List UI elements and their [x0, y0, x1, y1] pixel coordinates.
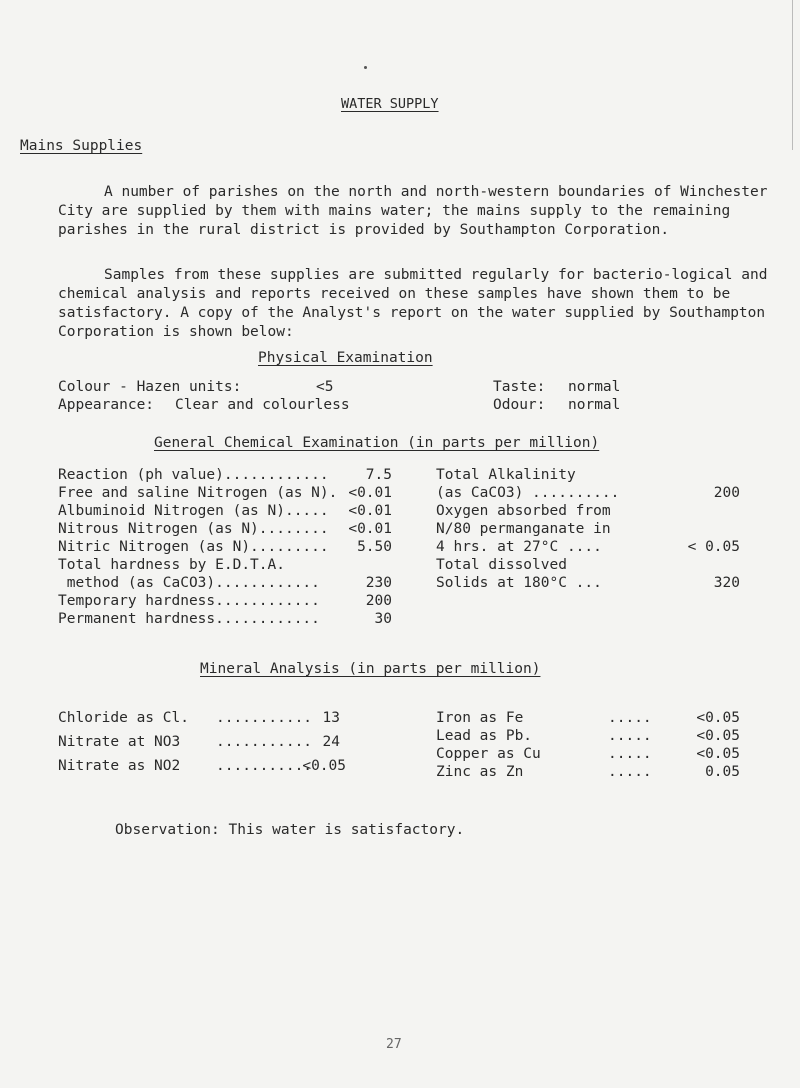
solids-label-1: Total dissolved	[436, 557, 567, 573]
chem-value: 7.5	[365, 467, 392, 483]
mineral-label: Chloride as Cl.	[58, 710, 189, 726]
colour-label: Colour - Hazen units:	[58, 379, 242, 395]
chem-label: Nitric Nitrogen (as N).........	[58, 539, 329, 555]
chem-value: 30	[374, 611, 392, 627]
solids-label-2: Solids at 180°C ...	[436, 575, 602, 591]
chem-label: method (as CaCO3)............	[58, 575, 320, 591]
taste-value: normal	[568, 379, 621, 395]
oxygen-label-3: 4 hrs. at 27°C ....	[436, 539, 602, 555]
chem-value: 5.50	[357, 539, 392, 555]
mineral-dots: ...........	[216, 710, 313, 726]
page-title: WATER SUPPLY	[341, 96, 439, 112]
taste-label: Taste:	[493, 379, 546, 395]
mineral-label: Copper as Cu	[436, 746, 541, 762]
mineral-heading: Mineral Analysis (in parts per million)	[200, 661, 541, 677]
chem-label: Reaction (ph value)............	[58, 467, 329, 483]
chem-value: 230	[365, 575, 392, 591]
mineral-label: Zinc as Zn	[436, 764, 524, 780]
paragraph-2: Samples from these supplies are submitted regularly for bacterio-logical and chemical analysis and reports received on these samples have shown them to be satisfactory. A copy of the Analyst's report on the water supplied by Southampton Corporation is shown below:	[58, 267, 768, 340]
chem-label: Temporary hardness............	[58, 593, 320, 609]
chem-label: Free and saline Nitrogen (as N).	[58, 485, 338, 501]
scan-edge-line	[792, 0, 793, 150]
odour-label: Odour:	[493, 397, 546, 413]
oxygen-label-2: N/80 permanganate in	[436, 521, 611, 537]
mineral-value: 13	[322, 710, 340, 726]
section-heading: Mains Supplies	[20, 138, 143, 154]
chem-row	[58, 557, 285, 574]
chem-row	[58, 467, 329, 484]
appearance-value: Clear and colourless	[175, 397, 350, 413]
chem-label: Albuminoid Nitrogen (as N).....	[58, 503, 329, 519]
chem-value: <0.01	[348, 485, 392, 501]
chem-value: <0.01	[348, 503, 392, 519]
alkalinity-label: Total Alkalinity	[436, 467, 576, 483]
chem-label: Permanent hardness............	[58, 611, 320, 627]
mineral-dots: ...........	[216, 758, 313, 774]
chem-row	[58, 485, 337, 502]
mineral-value: <0.05	[302, 758, 346, 774]
mineral-label: Lead as Pb.	[436, 728, 533, 744]
mineral-value: <0.05	[696, 728, 740, 744]
mineral-dots: .....	[608, 710, 652, 726]
mineral-dots: .....	[608, 746, 652, 762]
chem-row	[58, 611, 320, 628]
mineral-dots: .....	[608, 764, 652, 780]
physical-heading: Physical Examination	[258, 350, 433, 366]
chem-row	[58, 539, 329, 556]
oxygen-value: < 0.05	[687, 539, 740, 555]
mineral-dots: .....	[608, 728, 652, 744]
mineral-label: Nitrate at NO3	[58, 734, 181, 750]
mineral-label: Iron as Fe	[436, 710, 524, 726]
oxygen-label-1: Oxygen absorbed from	[436, 503, 611, 519]
alkalinity-value: 200	[713, 485, 740, 501]
colour-value: <5	[316, 379, 334, 395]
appearance-label: Appearance:	[58, 397, 155, 413]
scan-mark	[364, 66, 367, 69]
odour-value: normal	[568, 397, 621, 413]
chem-label: Nitrous Nitrogen (as N)........	[58, 521, 329, 537]
chem-row	[58, 575, 320, 592]
page-number: 27	[386, 1037, 402, 1052]
mineral-value: 24	[322, 734, 340, 750]
chemical-heading: General Chemical Examination (in parts per million)	[154, 435, 600, 451]
mineral-value: <0.05	[696, 710, 740, 726]
chem-row	[58, 503, 329, 520]
alkalinity-sub: (as CaCO3) ..........	[436, 485, 620, 501]
mineral-dots: ...........	[216, 734, 313, 750]
chem-row	[58, 593, 320, 610]
solids-value: 320	[713, 575, 740, 591]
chem-value: 200	[365, 593, 392, 609]
paragraph-1: A number of parishes on the north and north-western boundaries of Winchester City are supplied by them with mains water; the mains supply to the remaining parishes in the rural district is provided by Southampton Corporation.	[58, 184, 768, 238]
chem-row	[58, 521, 329, 538]
observation: Observation: This water is satisfactory.	[115, 822, 465, 838]
chem-value: <0.01	[348, 521, 392, 537]
mineral-label: Nitrate as NO2	[58, 758, 181, 774]
mineral-value: 0.05	[705, 764, 740, 780]
mineral-value: <0.05	[696, 746, 740, 762]
chem-label: Total hardness by E.D.T.A.	[58, 557, 285, 573]
